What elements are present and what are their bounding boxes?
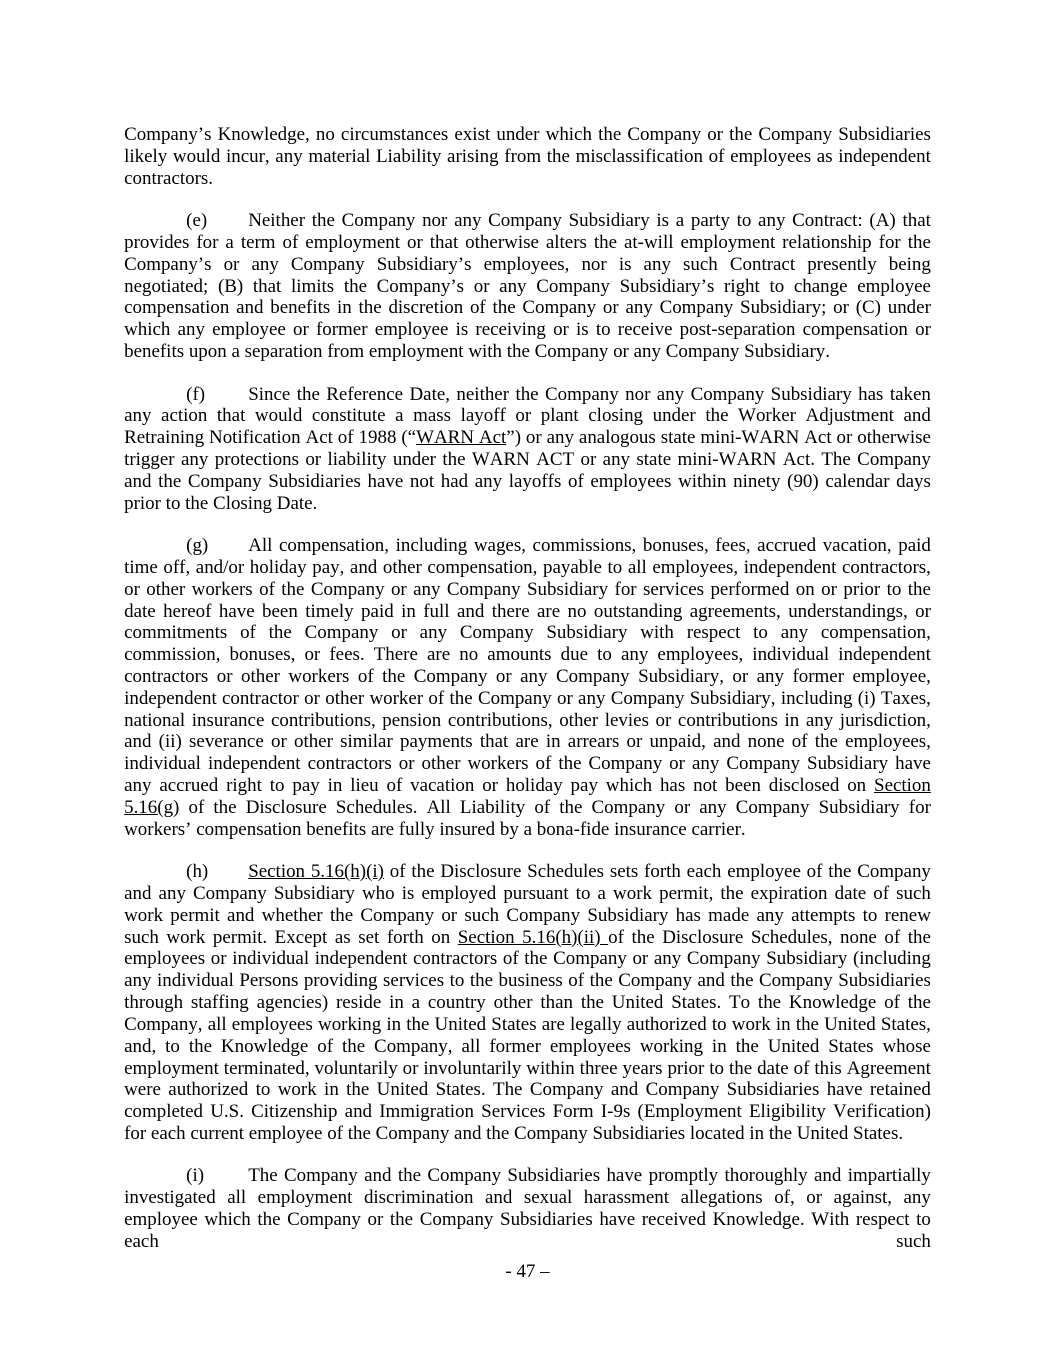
document-body	[124, 124, 931, 1273]
section-reference-5-16-g: Section 5.16(g)	[124, 775, 931, 818]
paragraph-label: (i)	[186, 1165, 205, 1187]
paragraph-text: ”) or any analogous state mini-WARN Act or otherwise trigger any protections or liability under the WARN ACT or any state mini-WARN Act. The Company and the Company Subsidiaries have not had any layoffs of employees within ninety (90) calendar days prior to the Closing Date.	[124, 427, 931, 514]
paragraph-e	[124, 210, 931, 363]
paragraph-text: Neither the Company nor any Company Subsidiary is a party to any Contract: (A) that provides for a term of employment or that otherwise alters the at-will employment relationship for the Company’s or any Company Subsidiary’s employees, nor is any such Contract presently being negotiated; (B) that limits the Company’s or any Company Subsidiary’s right to change employee compensation and benefits in the discretion of the Company or any Company Subsidiary; or (C) under which any employee or former employee is receiving or is to receive post-separation compensation or benefits upon a separation from employment with the Company or any Company Subsidiary.	[124, 210, 931, 363]
paragraph-text: All compensation, including wages, commissions, bonuses, fees, accrued vacation, paid time off, and/or holiday pay, and other compensation, payable to all employees, independent contractors, or other workers of the Company or any Company Subsidiary for services performed on or prior to the date hereof have been timely paid in full and there are no outstanding agreements, understandings, or commitments of the Company or any Company Subsidiary with respect to any compensation, commission, bonuses, or fees. There are no amounts due to any employees, individual independent contractors or other workers of the Company or any Company Subsidiary, or any former employee, independent contractor or other worker of the Company or any Company Subsidiary, including (i) Taxes, national insurance contributions, pension contributions, other levies or contributions in any jurisdiction, and (ii) severance or other similar payments that are in arrears or unpaid, and none of the employees, individual independent contractors or other workers of the Company or any Company Subsidiary have any accrued right to pay in lieu of vacation or holiday pay which has not been disclosed on	[124, 535, 931, 797]
paragraph-label: (e)	[186, 210, 208, 232]
paragraph-text: of the Disclosure Schedules. All Liability of the Company or any Company Subsidiary for workers’ compensation benefits are fully insured by a bona-fide insurance carrier.	[124, 796, 931, 840]
paragraph-text: of the Disclosure Schedules sets forth each employee of the Company and any Company Subsidiary who is employed pursuant to a work permit, the expiration date of such work permit and whether the Company or such Company Subsidiary has made any attempts to renew such work permit. Except as set forth on	[124, 861, 931, 948]
paragraph-i	[124, 1165, 931, 1252]
paragraph-text: Since the Reference Date, neither the Company nor any Company Subsidiary has taken any action that would constitute a mass layoff or plant closing under the Worker Adjustment and Retraining Notification Act of 1988 (“	[124, 383, 931, 449]
section-reference-5-16-h-i: Section 5.16(h)(i)	[248, 861, 384, 883]
paragraph-g	[124, 535, 931, 840]
paragraph-f	[124, 384, 931, 515]
paragraph-text: The Company and the Company Subsidiaries have promptly thoroughly and impartially investigated all employment discrimination and sexual harassment allegations of, or against, any employee which the Company or the Company Subsidiaries have received Knowledge. With respect to each such	[124, 1165, 931, 1252]
section-reference-5-16-h-ii: Section 5.16(h)(ii)	[457, 926, 609, 948]
paragraph-h	[124, 861, 931, 1145]
paragraph-continuation	[124, 124, 931, 189]
paragraph-label: (h)	[186, 861, 209, 883]
paragraph-label: (f)	[186, 383, 206, 405]
paragraph-label: (g)	[186, 535, 209, 557]
paragraph-text: Company’s Knowledge, no circumstances exist under which the Company or the Company Subsidiaries likely would incur, any material Liability arising from the misclassification of employees as independent contractors.	[124, 124, 931, 189]
defined-term-warn-act: WARN Act	[416, 427, 507, 449]
page-number: - 47 –	[505, 1261, 550, 1282]
paragraph-text: of the Disclosure Schedules, none of the employees or individual independent contractors of the Company or any Company Subsidiary (including any individual Persons providing services to the business of the Company and the Company Subsidiaries through staffing agencies) reside in a country other than the United States. To the Knowledge of the Company, all employees working in the United States are legally authorized to work in the United States, and, to the Knowledge of the Company, all former employees working in the United States whose employment terminated, voluntarily or involuntarily within three years prior to the date of this Agreement were authorized to work in the United States. The Company and Company Subsidiaries have retained completed U.S. Citizenship and Immigration Services Form I-9s (Employment Eligibility Verification) for each current employee of the Company and the Company Subsidiaries located in the United States.	[124, 926, 931, 1144]
